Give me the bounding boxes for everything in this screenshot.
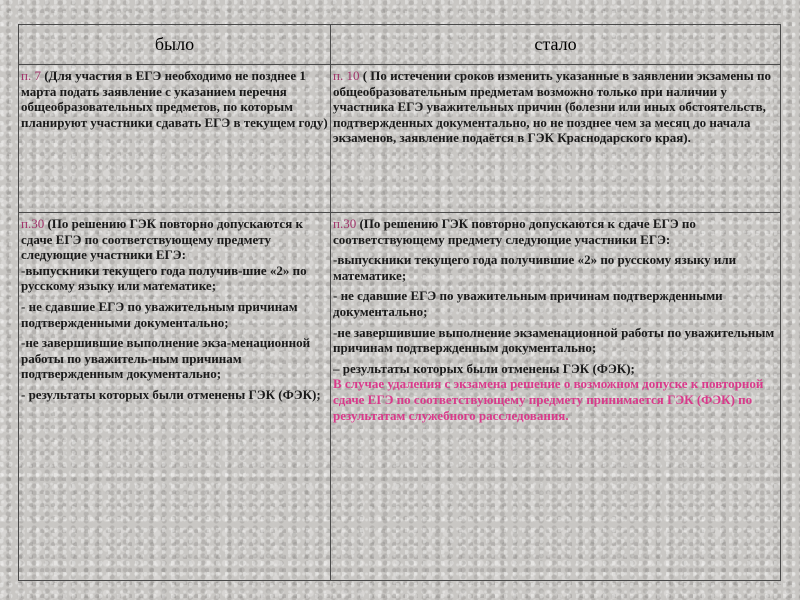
removal-note: В случае удаления с экзамена решение о возможном допуске к повторной сдаче ЕГЭ по соответствующему предмету принимается ГЭК (ФЭК) по результатам служебного расследования. — [333, 376, 764, 423]
list-item: - не сдавшие ЕГЭ по уважительным причинам подтвержденными документально; — [333, 288, 723, 319]
comparison-table — [18, 24, 781, 581]
list-item: -не завершившие выполнение экзаменационной работы по уважительным причинам подтвержденным документально; — [333, 324, 775, 356]
clause-ref: п.30 — [333, 216, 357, 231]
cell-before-clause-7 — [19, 65, 331, 213]
clause-intro — [333, 216, 778, 247]
cell-after-clause-30 — [331, 213, 781, 581]
list-item: – результаты которых были отменены ГЭК (ФЭК); — [333, 360, 635, 376]
list-item: -не завершившие выполнение экза-менационной работы по уважитель-ным причинам подтвержденным документально; — [21, 335, 311, 382]
header-row — [19, 25, 781, 65]
list-item: - не сдавшие ЕГЭ по уважительным причинам подтвержденными документально; — [21, 298, 298, 330]
list-item: -выпускники текущего года получив-шие «2» по русскому языку или математике; — [21, 262, 307, 294]
cell-before-clause-30 — [19, 213, 331, 581]
clause-body: ( По истечении сроков изменить указанные в заявлении экзамены по общеобразовательным предметам возможно только при наличии у участника ЕГЭ уважительных причин (болезни или иных обстоятельств, подтвержденных документально, но не позднее чем за месяц до начала экзаменов, заявление подаётся в ГЭК Краснодарского края). — [333, 68, 771, 146]
clause-body: (Для участия в ЕГЭ необходимо не позднее 1 марта подать заявление с указанием перечня общеобразовательных предметов, по которым планируют участники сдавать ЕГЭ в текущем году) — [21, 68, 328, 130]
list-item: - результаты которых были отменены ГЭК (ФЭК); — [21, 386, 321, 402]
clause-intro — [21, 216, 328, 263]
clause-ref: п.30 — [21, 216, 45, 231]
clause-text — [333, 68, 778, 146]
header-before: было — [19, 25, 331, 65]
list-item: -выпускники текущего года получившие «2» по русскому языку или математике; — [333, 252, 737, 283]
header-after: стало — [331, 25, 781, 65]
clause-text — [21, 68, 328, 130]
table-row — [19, 65, 781, 213]
table-row — [19, 213, 781, 581]
clause-ref: п. 7 — [21, 68, 41, 83]
cell-after-clause-10 — [331, 65, 781, 213]
clause-body: (По решению ГЭК повторно допускаются к сдаче ЕГЭ по соответствующему предмету следующие участники ЕГЭ: — [333, 216, 696, 247]
clause-ref: п. 10 — [333, 68, 360, 83]
clause-body: (По решению ГЭК повторно допускаются к сдаче ЕГЭ по соответствующему предмету следующие участники ЕГЭ: — [21, 216, 303, 263]
